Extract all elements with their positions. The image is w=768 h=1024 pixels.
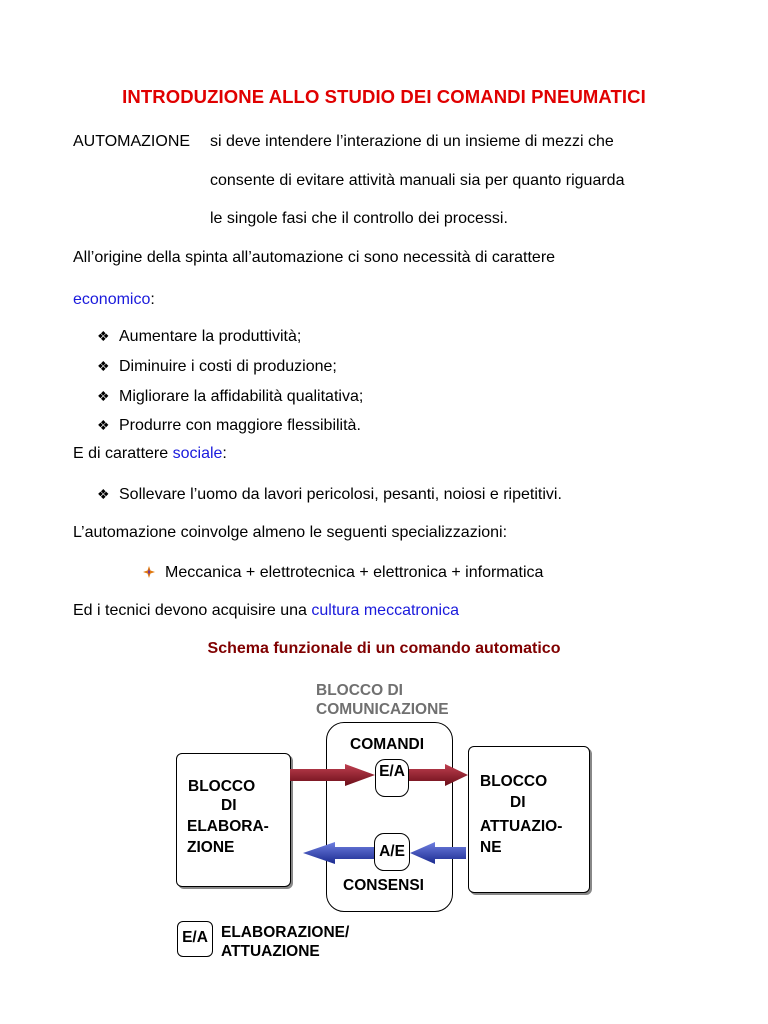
att-line-4: NE [480, 839, 502, 856]
economic-colon: : [150, 291, 155, 308]
legend-line-2: ATTUAZIONE [221, 943, 320, 960]
list-item: ❖ Diminuire i costi di produzione; [97, 358, 337, 375]
culture-line: Ed i tecnici devono acquisire una cultura meccatronica [73, 602, 459, 619]
list-item: ❖ Migliorare la affidabilità qualitativa; [97, 388, 364, 405]
att-line-2: DI [510, 794, 526, 811]
consensi-label: CONSENSI [343, 877, 424, 894]
list-item: ❖ Produrre con maggiore flessibilità. [97, 417, 361, 434]
spec-intro: L’automazione coinvolge almeno le seguenti specializzazioni: [73, 524, 508, 541]
schema-title: Schema funzionale di un comando automatico [207, 640, 561, 657]
arrow-left-icon [303, 842, 374, 864]
page-title: INTRODUZIONE ALLO STUDIO DEI COMANDI PNEUMATICI [122, 86, 646, 107]
legend-line-1: ELABORAZIONE/ [221, 924, 350, 941]
list-item: ❖ Sollevare l’uomo da lavori pericolosi, pesanti, noiosi e ripetitivi. [97, 486, 562, 503]
list-item: ❖ Aumentare la produttività; [97, 328, 302, 345]
ea-label: E/A [379, 763, 405, 780]
ae-label: A/E [379, 843, 405, 860]
economic-word: economico [73, 291, 151, 308]
att-line-3: ATTUAZIO- [480, 818, 563, 835]
arrow-right-icon [290, 764, 375, 786]
origin-text: All’origine della spinta all’automazione ci sono necessità di carattere [73, 249, 556, 266]
arrow-left-icon [410, 842, 466, 864]
diamond-bullet-icon: ❖ [97, 417, 110, 433]
diamond-bullet-icon: ❖ [97, 328, 110, 344]
definition-line-3: le singole fasi che il controllo dei processi. [210, 210, 508, 227]
legend-key-label: E/A [182, 929, 208, 946]
diamond-bullet-icon: ❖ [97, 388, 110, 404]
elab-line-2: DI [221, 797, 237, 814]
comm-title-line-1: BLOCCO DI [316, 682, 403, 699]
definition-line-1: si deve intendere l’interazione di un insieme di mezzi che [210, 133, 614, 150]
diamond-bullet-icon: ❖ [97, 358, 110, 374]
definition-line-2: consente di evitare attività manuali sia per quanto riguarda [210, 172, 625, 189]
elab-line-1: BLOCCO [188, 778, 256, 795]
comm-title-line-2: COMUNICAZIONE [316, 701, 449, 718]
att-line-1: BLOCCO [480, 773, 548, 790]
elab-line-4: ZIONE [187, 839, 235, 856]
culture-word: cultura meccatronica [311, 602, 459, 619]
term-automazione: AUTOMAZIONE [73, 133, 191, 150]
social-word: sociale [172, 445, 223, 462]
diamond-bullet-icon: ❖ [97, 486, 110, 502]
comandi-label: COMANDI [350, 736, 425, 753]
arrow-right-icon [408, 764, 468, 786]
social-line: E di carattere sociale: [73, 445, 227, 462]
elab-line-3: ELABORA- [187, 818, 269, 835]
spec-list-item: Meccanica + elettrotecnica + elettronica + informatica [143, 563, 543, 583]
